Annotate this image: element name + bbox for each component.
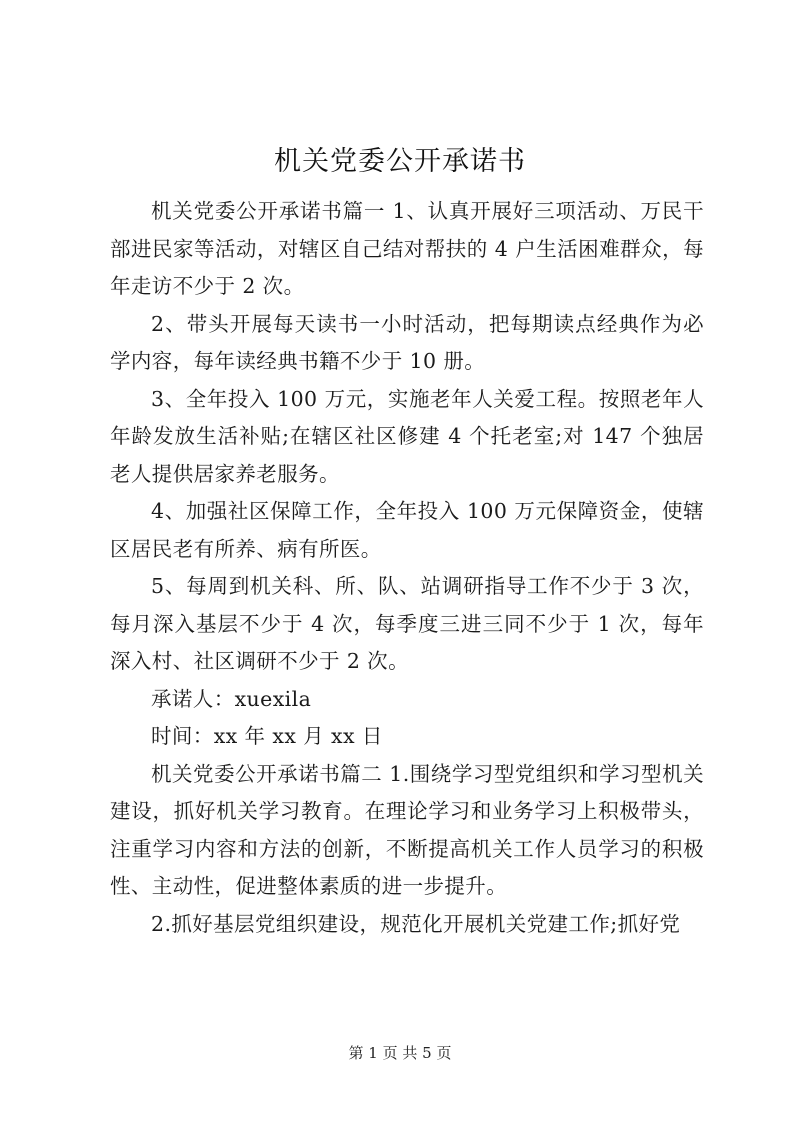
paragraph-commitment-2: 2、带头开展每天读书一小时活动，把每期读点经典作为必学内容，每年读经典书籍不少于 10 册。 — [110, 311, 704, 373]
paragraph-commitment-3: 3、全年投入 100 万元，实施老年人关爱工程。按照老年人年龄发放生活补贴;在辖区社区修建 4 个托老室;对 147 个独居老人提供居家养老服务。 — [110, 386, 704, 486]
document-title: 机关党委公开承诺书 — [274, 146, 526, 177]
paragraph-commitment-4: 4、加强社区保障工作，全年投入 100 万元保障资金，使辖区居民老有所养、病有所医。 — [110, 499, 704, 561]
signatory-line: 承诺人：xuexila — [151, 686, 312, 711]
paragraph-part-two-1: 机关党委公开承诺书篇二 1.围绕学习型党组织和学习型机关建设，抓好机关学习教育。在理论学习和业务学习上积极带头，注重学习内容和方法的创新，不断提高机关工作人员学习的积极性、主动性，促进整体素质的进一步提升。 — [110, 761, 704, 898]
document-body — [110, 193, 704, 943]
date-line: 时间：xx 年 xx 月 xx 日 — [151, 724, 383, 748]
paragraph-commitment-5: 5、每周到机关科、所、队、站调研指导工作不少于 3 次，每月深入基层不少于 4 次，每季度三进三同不少于 1 次，每年深入村、社区调研不少于 2 次。 — [110, 574, 704, 673]
paragraph-commitment-1: 机关党委公开承诺书篇一 1、认真开展好三项活动、万民干部进民家等活动，对辖区自己结对帮扶的 4 户生活困难群众，每年走访不少于 2 次。 — [110, 199, 704, 298]
page-number-footer: 第 1 页 共 5 页 — [348, 1044, 452, 1062]
paragraph-part-two-2: 2.抓好基层党组织建设，规范化开展机关党建工作;抓好党 — [151, 911, 681, 936]
